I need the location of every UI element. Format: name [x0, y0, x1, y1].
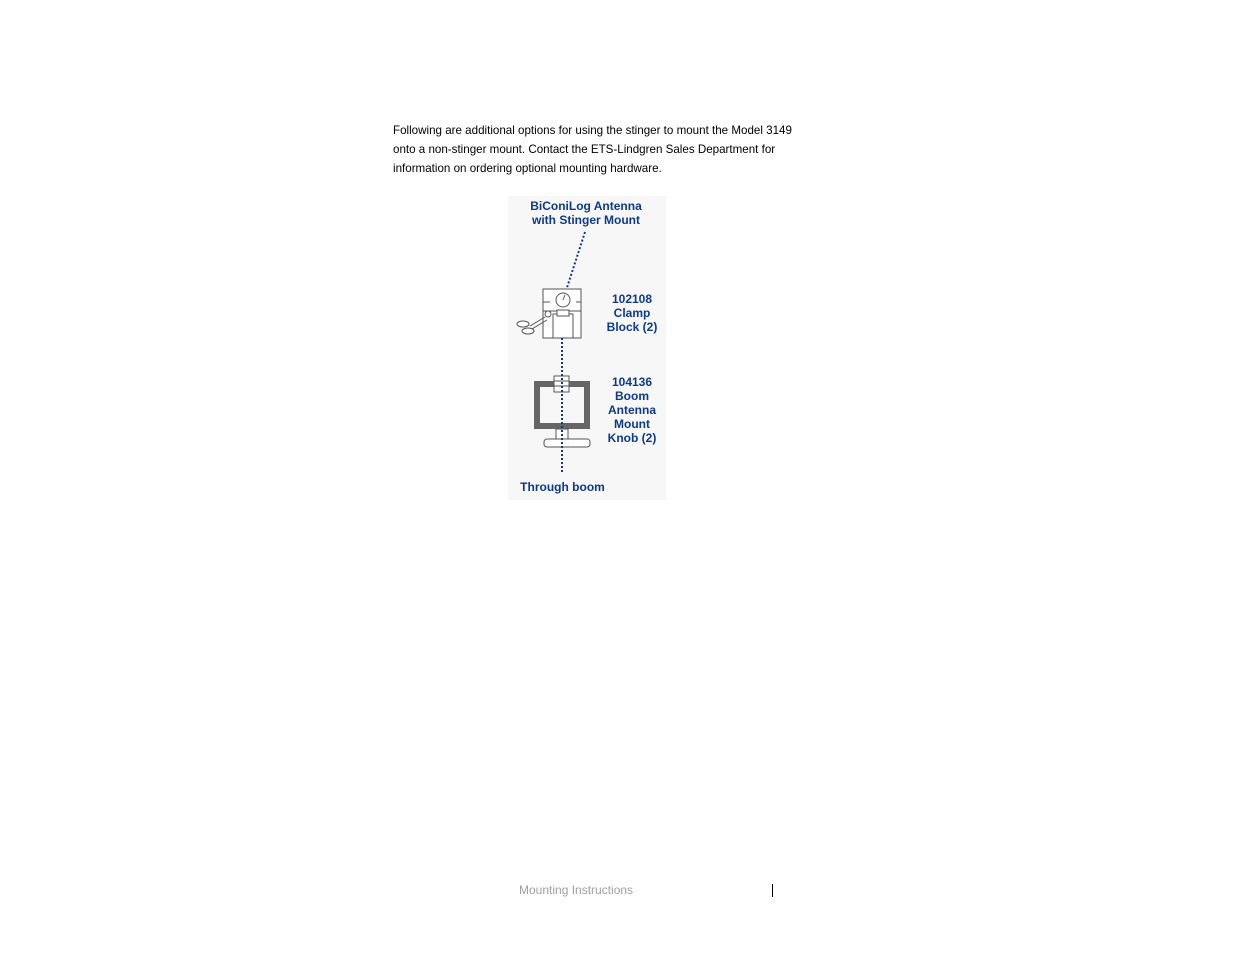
knob-label-line: Mount	[614, 417, 650, 431]
knob-part-number: 104136	[611, 375, 653, 389]
clamp-part-number: 102108	[611, 292, 653, 306]
diagram-background	[508, 196, 666, 500]
clamp-label	[600, 292, 664, 334]
paragraph-line: information on ordering optional mounting hardware.	[393, 162, 662, 175]
antenna-label-line: with Stinger Mount	[532, 213, 640, 227]
mounting-diagram-drawing	[508, 196, 666, 500]
boom-label: Through boom	[520, 480, 605, 494]
knob-label-line: Boom	[615, 389, 649, 403]
clamp-label-line: Block (2)	[606, 320, 658, 334]
knob-label-line: Antenna	[608, 403, 656, 417]
knob-label-line: Knob (2)	[607, 431, 657, 445]
intro-paragraph	[393, 121, 833, 178]
paragraph-line: onto a non-stinger mount. Contact the ETS-Lindgren Sales Department for	[393, 143, 776, 156]
clamp-label-line: Clamp	[613, 306, 651, 320]
mounting-diagram	[508, 196, 666, 500]
knob-label	[600, 375, 664, 445]
footer-section-title: Mounting Instructions	[519, 883, 634, 897]
antenna-label-line: BiConiLog Antenna	[530, 199, 642, 213]
footer-divider	[772, 884, 773, 897]
paragraph-line: Following are additional options for using the stinger to mount the Model 3149	[393, 124, 792, 137]
antenna-label	[526, 199, 646, 227]
